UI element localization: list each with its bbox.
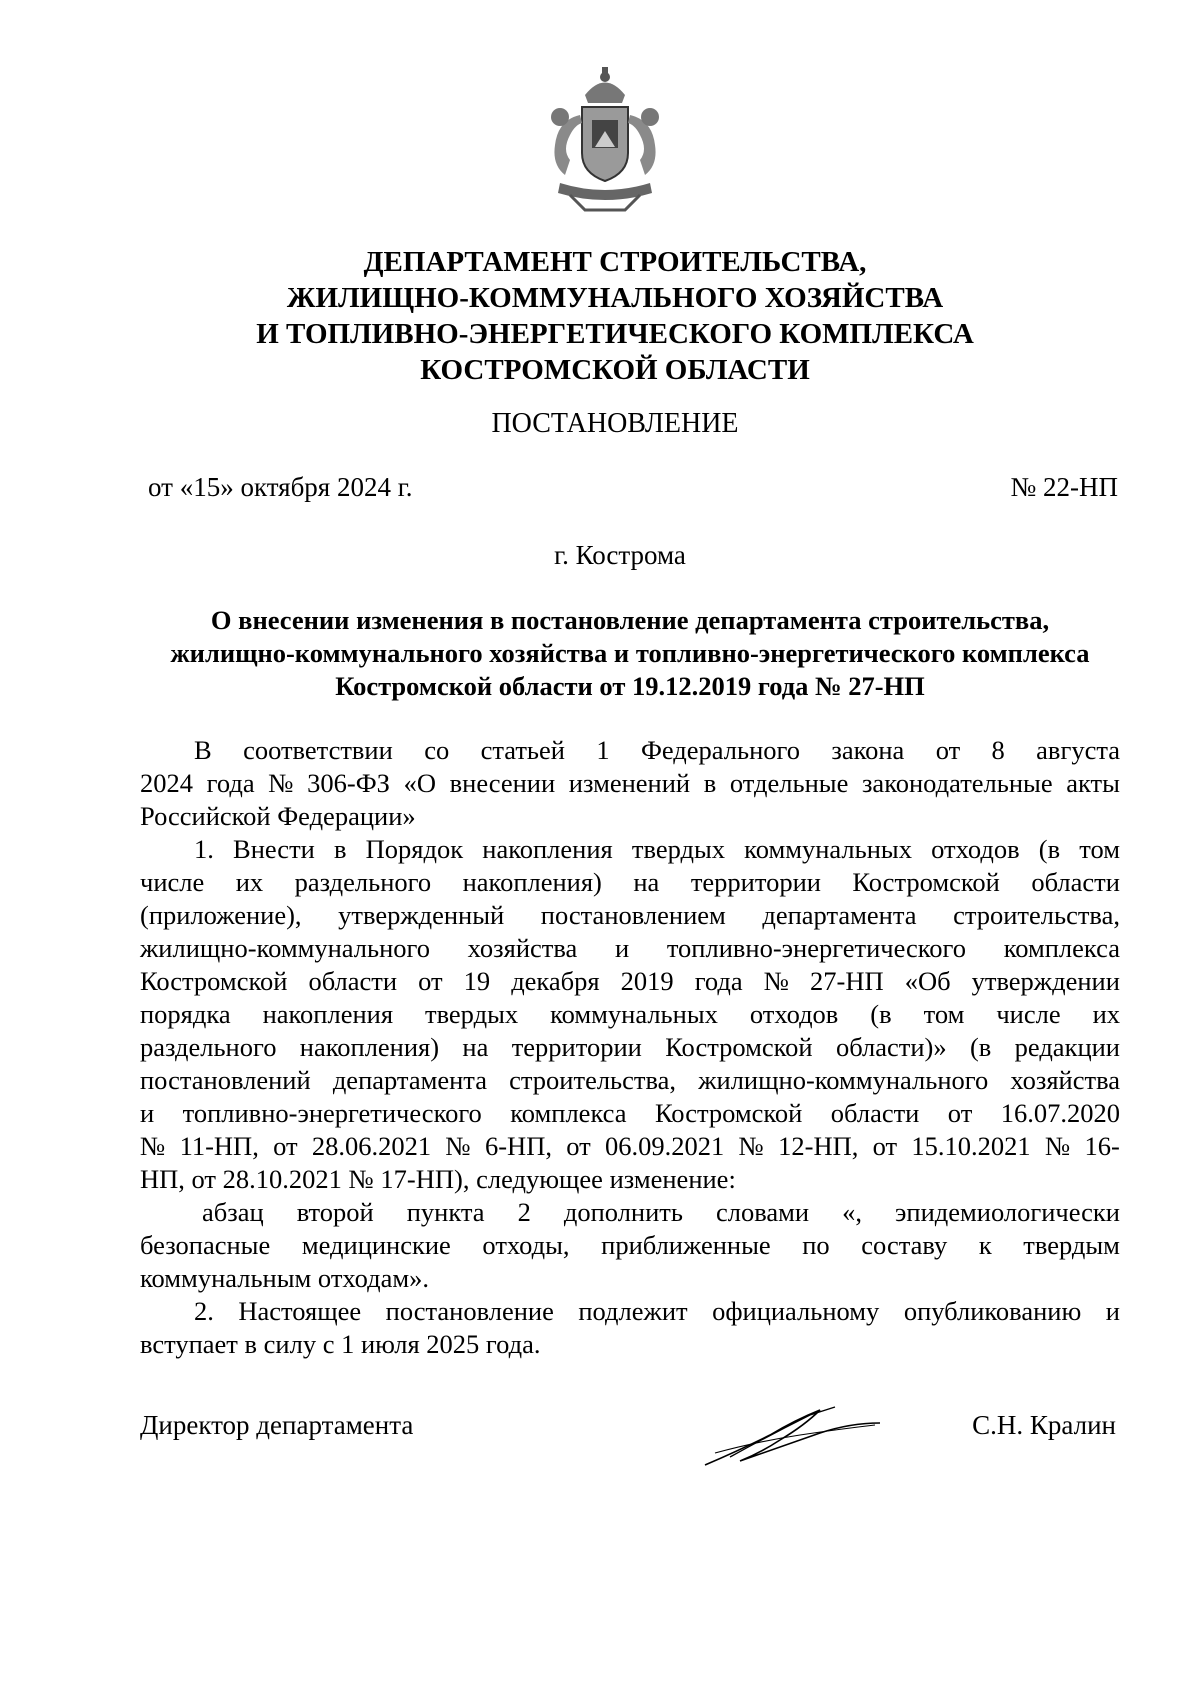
body-line: раздельного накопления) на территории Костромской области)» (в редакции (140, 1032, 1120, 1062)
body-line: 2024 года № 306-ФЗ «О внесении изменений в отдельные законодательные акты (140, 768, 1120, 798)
body-line: Костромской области от 19 декабря 2019 года № 27-НП «Об утверждении (140, 966, 1120, 996)
document-city: г. Кострома (554, 540, 686, 570)
document-date: от «15» октября 2024 г. (148, 472, 413, 502)
subject-line-1: О внесении изменения в постановление департамента строительства, (210, 605, 1050, 635)
body-line: вступает в силу с 1 июля 2025 года. (140, 1329, 541, 1359)
signatory-name: С.Н. Кралин (972, 1410, 1116, 1440)
body-line: жилищно-коммунального хозяйства и топливно-энергетического комплекса (140, 933, 1120, 963)
body-line: НП, от 28.10.2021 № 17-НП), следующее изменение: (140, 1164, 736, 1194)
body-line: числе их раздельного накопления) на территории Костромской области (140, 867, 1120, 897)
signatory-title: Директор департамента (140, 1410, 414, 1440)
document-subject (140, 604, 1120, 703)
department-line-2: ЖИЛИЩНО-КОММУНАЛЬНОГО ХОЗЯЙСТВА (286, 282, 944, 314)
body-line: № 11-НП, от 28.06.2021 № 6-НП, от 06.09.2021 № 12-НП, от 15.10.2021 № 16- (140, 1131, 1120, 1161)
body-line: постановлений департамента строительства, жилищно-коммунального хозяйства (140, 1065, 1120, 1095)
body-line: 1. Внести в Порядок накопления твердых коммунальных отходов (в том (194, 834, 1120, 864)
document-body (140, 734, 1120, 1361)
body-line: и топливно-энергетического комплекса Костромской области от 16.07.2020 (140, 1098, 1120, 1128)
department-line-3: И ТОПЛИВНО-ЭНЕРГЕТИЧЕСКОГО КОМПЛЕКСА (256, 318, 974, 350)
coat-of-arms-emblem (540, 65, 670, 215)
document-type: ПОСТАНОВЛЕНИЕ (491, 408, 739, 439)
body-line: безопасные медицинские отходы, приближенные по составу к твердым (140, 1230, 1120, 1260)
document-number: № 22-НП (1010, 472, 1118, 502)
department-line-1: ДЕПАРТАМЕНТ СТРОИТЕЛЬСТВА, (363, 246, 867, 278)
handwritten-signature (700, 1395, 890, 1475)
body-line: Российской Федерации» (140, 801, 416, 831)
body-line: (приложение), утвержденный постановлением департамента строительства, (140, 900, 1120, 930)
body-line: В соответствии со статьей 1 Федерального закона от 8 августа (194, 735, 1120, 765)
department-line-4: КОСТРОМСКОЙ ОБЛАСТИ (420, 354, 810, 386)
department-name (0, 244, 1200, 388)
subject-line-3: Костромской области от 19.12.2019 года № 27-НП (335, 671, 925, 701)
body-line: коммунальным отходам». (140, 1263, 430, 1293)
body-line: 2. Настоящее постановление подлежит официальному опубликованию и (194, 1296, 1120, 1326)
subject-line-2: жилищно-коммунального хозяйства и топливно-энергетического комплекса (170, 638, 1090, 668)
body-line: абзац второй пункта 2 дополнить словами «, эпидемиологически (202, 1197, 1120, 1227)
body-line: порядка накопления твердых коммунальных отходов (в том числе их (140, 999, 1120, 1029)
